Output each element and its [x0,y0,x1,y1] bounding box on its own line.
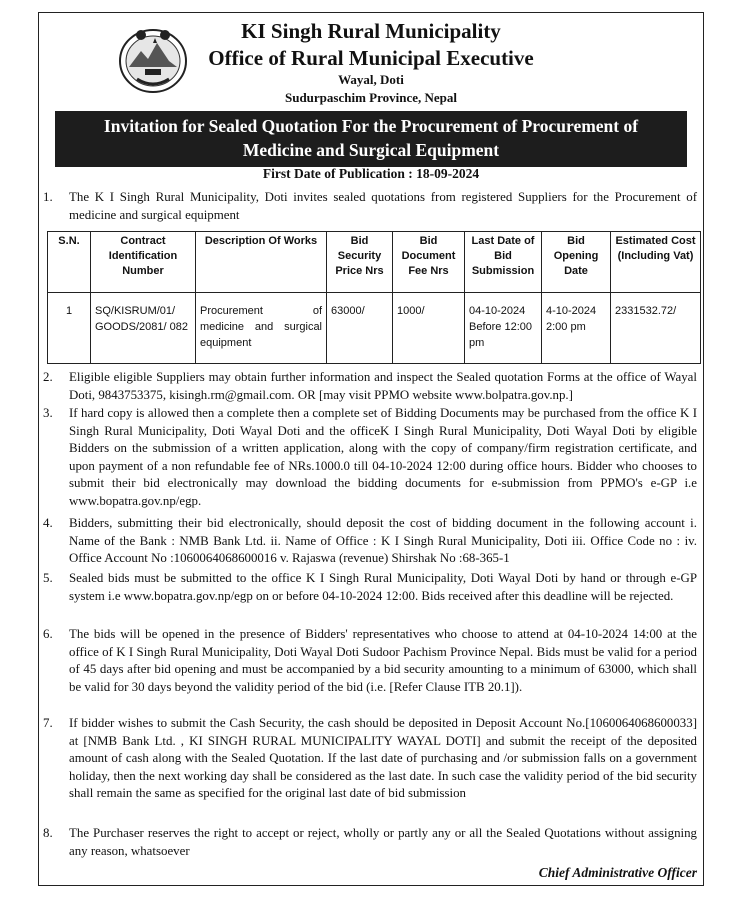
paragraph-3 [43,405,697,511]
table-cell: 63000/ [327,293,393,364]
table-header: Description Of Works [196,232,327,293]
table-header: Last Date of Bid Submission [465,232,542,293]
paragraph-7 [43,715,697,803]
table-cell: 4-10-2024 2:00 pm [542,293,611,364]
paragraph-number: 8. [43,826,53,840]
table-cell: 04-10-2024 Before 12:00 pm [465,293,542,364]
publication-date: First Date of Publication : 18-09-2024 [262,166,480,181]
paragraph-text: If bidder wishes to submit the Cash Security, the cash should be deposited in Deposit Account No.[1060064068600033] at [NMB Bank Ltd. , KI SINGH RURAL MUNICIPALITY WAYAL DOTI] and submit the receipt of the deposited amount of cash along with the Sealed Quotation. If the last date of purchasing and /or submission falls on a government holiday, then the next working day shall be considered as the last date. In such case the validity period of the bid security shall remain the same as specified for the original last date of bid submission [69,716,697,801]
paragraph-text: Bidders, submitting their bid electronically, should deposit the cost of bidding document in the following account i. Name of the Bank : NMB Bank Ltd. ii. Name of Office : K I Singh Rural Municipality, Doti iii. Office Code no : iv. Office Account No :1060064068600016 v. Rajaswa (revenue) Shirshak No :68-365-1 [69,516,697,566]
paragraph-text: If hard copy is allowed then a complete then a complete set of Bidding Documents may be purchased from the office K I Singh Rural Municipality, Doti Wayal Doti and the officeK I Singh Rural Municipality, Doti Wayal Doti by eligible Bidders on the submission of a written application, along with the copy of company/firm registration certificate, and upon payment of a non refundable fee of NRs.1000.0 till 04-10-2024 12:00 during office hours. Bidder who chooses to submit their bid electronically may download the bidding documents for e-submission from PPMO's e-GP i.e www.bopatra.gov.np/egp. [69,406,697,508]
table-header: Estimated Cost (Including Vat) [611,232,701,293]
paragraph-number: 5. [43,571,53,585]
paragraph-text: Sealed bids must be submitted to the office K I Singh Rural Municipality, Doti Wayal Doti by hand or through e-GP system i.e www.bopatra.gov.np/egp on or before 04-10-2024 12:00. Bids received after this deadline will be rejected. [69,571,697,603]
notice-title-line-1: Invitation for Sealed Quotation For the Procurement of Procurement of [103,116,639,136]
table-header-row [48,232,701,293]
paragraph-number: 3. [43,406,53,420]
table-cell: Procurement of medicine and surgical equipment [196,293,327,364]
office-location: Wayal, Doti [338,72,404,87]
paragraph-number: 7. [43,716,53,730]
table-cell: 2331532.72/ [611,293,701,364]
paragraph-text: The K I Singh Rural Municipality, Doti invites sealed quotations from registered Suppliers for the Procurement of medicine and surgical equipment [69,190,697,222]
paragraph-2 [43,369,697,404]
paragraph-text: The bids will be opened in the presence of Bidders' representatives who choose to attend at 04-10-2024 14:00 at the office of K I Singh Rural Municipality, Doti Wayal Doti Sudoor Pachism Province Nepal. Bids must be valid for a period of 45 days after bid opening and must be accompanied by a bid security amounting to a minimum of 63000, which shall be valid for 30 days beyond the validity period of the bid (i.e. [Refer Clause ITB 20.1]). [69,627,697,694]
municipality-name: KI Singh Rural Municipality [241,19,501,43]
table-header: Bid Opening Date [542,232,611,293]
paragraph-number: 1. [43,190,53,204]
paragraph-number: 6. [43,627,53,641]
table-cell: 1 [48,293,91,364]
notice-title-line-2: Medicine and Surgical Equipment [242,140,500,160]
paragraph-8 [43,825,697,860]
paragraph-6 [43,626,697,696]
signatory-title: Chief Administrative Officer [538,865,697,880]
notice-title-banner [55,111,687,167]
table-header: S.N. [48,232,91,293]
paragraph-number: 4. [43,516,53,530]
table-row [48,293,701,364]
table-header: Bid Document Fee Nrs [393,232,465,293]
table-cell: 1000/ [393,293,465,364]
paragraph-4 [43,515,697,568]
paragraph-text: The Purchaser reserves the right to accept or reject, wholly or partly any or all the Sealed Quotations without assigning any reason, whatsoever [69,826,697,858]
table-cell: SQ/KISRUM/01/ GOODS/2081/ 082 [91,293,196,364]
paragraph-text: Eligible eligible Suppliers may obtain further information and inspect the Sealed quotation Forms at the office of Wayal Doti, 9843753375, kisingh.rm@gmail.com. OR [may visit PPMO website www.bolpatra.gov.np.] [69,370,697,402]
table-header: Contract Identification Number [91,232,196,293]
table-header: Bid Security Price Nrs [327,232,393,293]
paragraph-5 [43,570,697,605]
paragraph-1 [43,189,697,224]
office-name: Office of Rural Municipal Executive [208,46,534,70]
paragraph-number: 2. [43,370,53,384]
office-province: Sudurpaschim Province, Nepal [284,90,458,105]
notice-frame [38,12,704,886]
bid-table [47,231,701,364]
